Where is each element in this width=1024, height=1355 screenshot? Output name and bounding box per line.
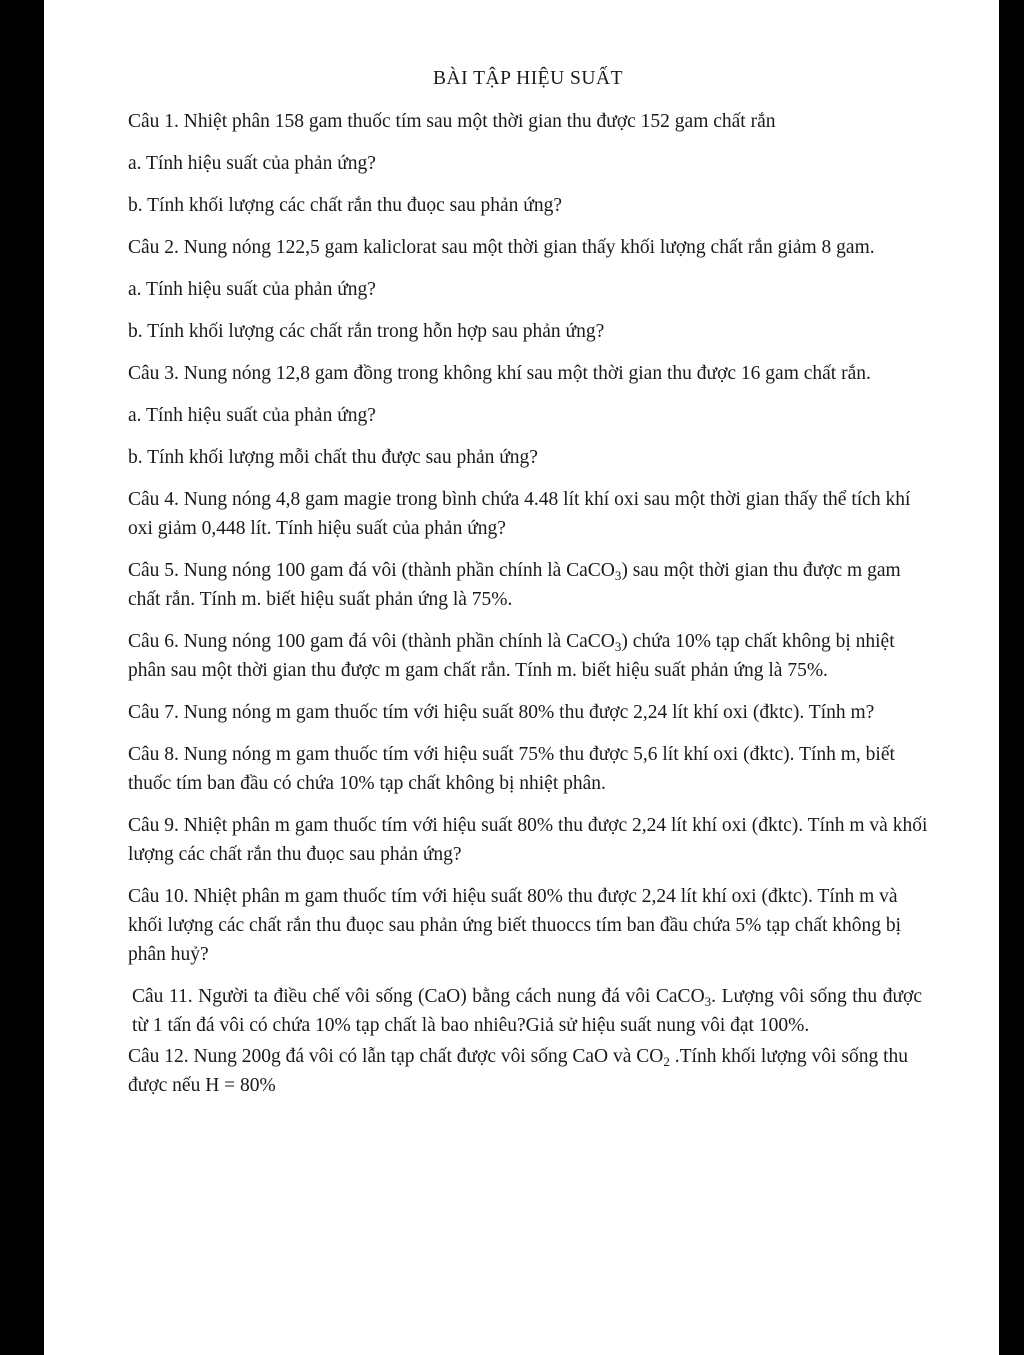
question-text: Nhiệt phân m gam thuốc tím với hiệu suất 80% thu được 2,24 lít khí oxi (đktc). Tính m và khối lượng các chất rắn thu đuọc sau phản ứng?: [128, 815, 928, 865]
question-text: Nung nóng m gam thuốc tím với hiệu suất 75% thu được 5,6 lít khí oxi (đktc). Tính m, biết thuốc tím ban đầu có chứa 10% tạp chất không bị nhiệt phân.: [128, 744, 895, 794]
question-text: Nhiệt phân m gam thuốc tím với hiệu suất 80% thu được 2,24 lít khí oxi (đktc). Tính m và khối lượng các chất rắn thu đuọc sau phản ứng biết thuoccs tím ban đầu chứa 5% tạp chất không bị phân huỷ?: [128, 886, 902, 965]
question-text: Nhiệt phân 158 gam thuốc tím sau một thời gian thu được 152 gam chất rắn: [183, 111, 776, 132]
question-text: Nung nóng 12,8 gam đồng trong không khí sau một thời gian thu được 16 gam chất rắn.: [183, 363, 871, 384]
question-label: Câu 2.: [128, 237, 179, 258]
question-label: Câu 4.: [128, 489, 179, 510]
question-label: Câu 3.: [128, 363, 179, 384]
question-label: Câu 7.: [128, 702, 179, 723]
question-1: [128, 107, 928, 136]
page-title: BÀI TẬP HIỆU SUẤT: [433, 68, 623, 89]
question-8: [128, 740, 928, 798]
question-text: [128, 560, 901, 610]
question-text-part: . Lượng vôi sống thu được từ 1 tấn đá vôi có chứa 10% tạp chất là bao nhiêu?Giả sử hiệu suất nung vôi đạt 100%.: [132, 986, 922, 1036]
question-11: [128, 982, 922, 1040]
document-page: [44, 0, 999, 1355]
subscript: 3: [614, 568, 622, 583]
question-9: [128, 811, 928, 869]
question-3-part-b: b. Tính khối lượng mỗi chất thu được sau phản ứng?: [128, 447, 538, 468]
question-3: [128, 359, 928, 388]
question-12: [128, 1042, 928, 1100]
question-text: [128, 1046, 908, 1096]
question-text-part: Nung 200g đá vôi có lẫn tạp chất được vôi sống CaO và CO: [193, 1046, 664, 1067]
question-text: Nung nóng m gam thuốc tím với hiệu suất 80% thu được 2,24 lít khí oxi (đktc). Tính m?: [183, 702, 875, 723]
subscript: 3: [704, 994, 712, 1009]
question-label: Câu 1.: [128, 111, 179, 132]
question-4: [128, 485, 928, 543]
question-label: Câu 6.: [128, 631, 179, 652]
question-text-part: ) sau một thời gian thu được m gam chất rắn. Tính m. biết hiệu suất phản ứng là 75%.: [128, 560, 901, 610]
question-1-part-b: b. Tính khối lượng các chất rắn thu đuọc sau phản ứng?: [128, 195, 562, 216]
question-text-part: Người ta điều chế vôi sống (CaO) bằng cách nung đá vôi CaCO: [198, 986, 705, 1007]
subscript: 2: [663, 1054, 670, 1069]
question-label: Câu 11.: [132, 986, 193, 1007]
question-text-part: Nung nóng 100 gam đá vôi (thành phần chính là CaCO: [183, 560, 615, 581]
question-1-part-a: a. Tính hiệu suất của phản ứng?: [128, 153, 376, 174]
question-2-part-a: a. Tính hiệu suất của phản ứng?: [128, 279, 376, 300]
question-2: [128, 233, 928, 262]
question-label: Câu 12.: [128, 1046, 189, 1067]
question-6: [128, 627, 928, 685]
question-3-part-a: a. Tính hiệu suất của phản ứng?: [128, 405, 376, 426]
document-content: [128, 64, 928, 1113]
question-text-part: .Tính khối lượng vôi sống thu được nếu H = 80%: [128, 1046, 908, 1096]
question-5: [128, 556, 928, 614]
question-2-part-b: b. Tính khối lượng các chất rắn trong hỗn hợp sau phản ứng?: [128, 321, 605, 342]
question-label: Câu 5.: [128, 560, 179, 581]
subscript: 3: [614, 639, 622, 654]
question-text-part: Nung nóng 100 gam đá vôi (thành phần chính là CaCO: [183, 631, 615, 652]
question-label: Câu 9.: [128, 815, 179, 836]
question-text: Nung nóng 4,8 gam magie trong bình chứa 4.48 lít khí oxi sau một thời gian thấy thể tích khí oxi giảm 0,448 lít. Tính hiệu suất của phản ứng?: [128, 489, 911, 539]
question-text: [132, 986, 922, 1036]
question-label: Câu 8.: [128, 744, 179, 765]
question-10: [128, 882, 928, 969]
question-text: Nung nóng 122,5 gam kaliclorat sau một thời gian thấy khối lượng chất rắn giảm 8 gam.: [183, 237, 875, 258]
question-text-part: ) chứa 10% tạp chất không bị nhiệt phân sau một thời gian thu được m gam chất rắn. Tính m. biết hiệu suất phản ứng là 75%.: [128, 631, 895, 681]
question-text: [128, 631, 895, 681]
question-label: Câu 10.: [128, 886, 189, 907]
question-7: [128, 698, 928, 727]
